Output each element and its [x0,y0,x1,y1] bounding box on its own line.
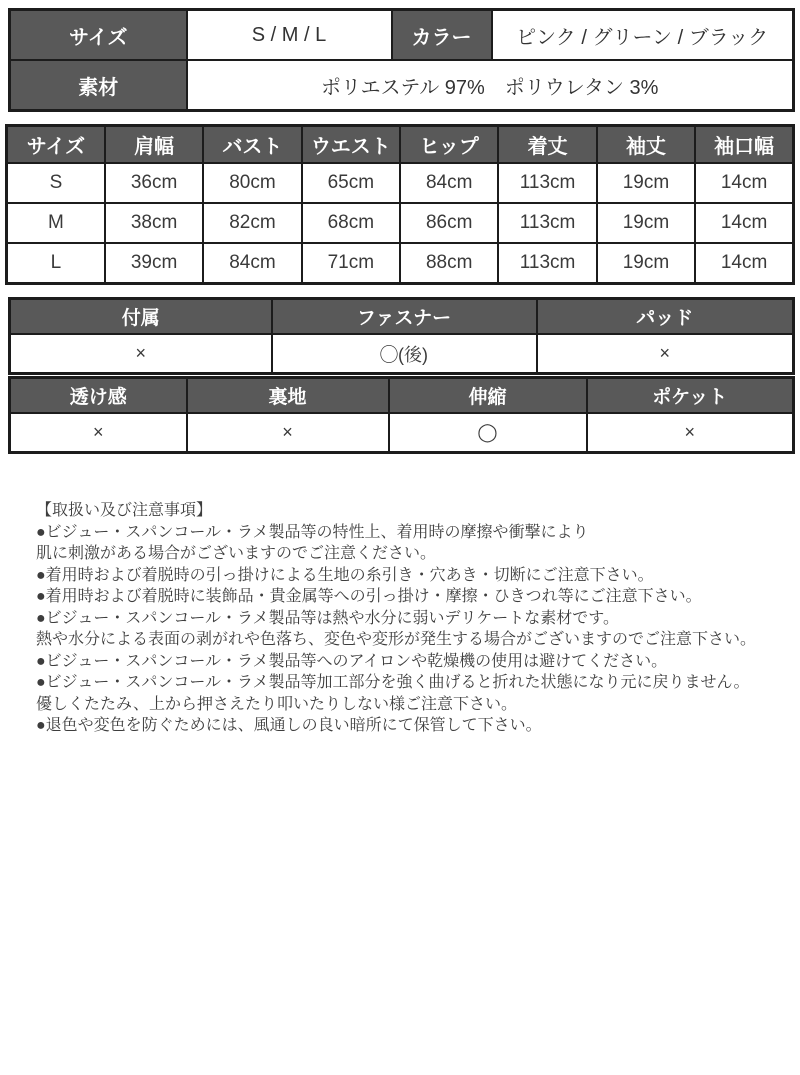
table-row [10,413,794,453]
measurement-header: 着丈 [498,126,596,164]
measurement-value: 19cm [597,203,695,243]
material-label: 素材 [10,60,187,111]
measurement-value: 65cm [302,163,400,203]
feature-header: ポケット [587,378,794,414]
table-row [10,378,794,414]
measurement-header: サイズ [7,126,105,164]
measurement-value: 14cm [695,163,793,203]
care-line: ●着用時および着脱時に装飾品・貴金属等への引っ掛け・摩擦・ひきつれ等にご注意下さい。 [36,588,702,605]
measurement-value: 19cm [597,243,695,284]
table-row [7,163,794,203]
measurements-table [5,124,795,285]
table-row [7,203,794,243]
table-row [10,299,794,335]
feature-header: パッド [537,299,794,335]
measurement-header: 袖丈 [597,126,695,164]
measurement-value: 14cm [695,243,793,284]
care-line: ●ビジュー・スパンコール・ラメ製品等へのアイロンや乾燥機の使用は避けてください。 [36,652,668,670]
care-notes [36,500,760,737]
care-line: 肌に刺激がある場合がございますのでご注意ください。 [36,545,437,562]
feature-value: × [587,413,794,453]
feature-value: × [10,334,272,374]
size-label: サイズ [10,10,187,61]
table-row [10,10,794,61]
measurement-value: 39cm [105,243,203,284]
measurement-header: 肩幅 [105,126,203,164]
care-line: ●ビジュー・スパンコール・ラメ製品等の特性上、着用時の摩擦や衝撃により [36,523,589,541]
feature-header: 伸縮 [389,378,587,414]
feature-header: 付属 [10,299,272,335]
features-table-2 [8,376,795,454]
measurement-header: バスト [203,126,301,164]
feature-value: × [187,413,389,453]
care-line: ●ビジュー・スパンコール・ラメ製品等は熱や水分に弱いデリケートな素材です。 [36,609,619,627]
measurement-value: 113cm [498,203,596,243]
color-value: ピンク / グリーン / ブラック [492,10,794,61]
measurement-header: 袖口幅 [695,126,793,164]
feature-value: ◯ [389,413,587,453]
table-row [7,126,794,164]
measurement-value: 68cm [302,203,400,243]
measurement-value: 19cm [597,163,695,203]
care-line: ●退色や変色を防ぐためには、風通しの良い暗所にて保管して下さい。 [36,717,542,734]
measurement-value: 86cm [400,203,498,243]
color-label: カラー [392,10,492,61]
size-value: S / M / L [187,10,392,61]
measurement-value: 113cm [498,243,596,284]
care-line: 熱や水分による表面の剥がれや色落ち、変色や変形が発生する場合がございますのでご注意下さい。 [36,631,757,648]
material-value: ポリエステル 97% ポリウレタン 3% [187,60,794,111]
measurement-header: ヒップ [400,126,498,164]
care-notes-title: 【取扱い及び注意事項】 [36,502,213,519]
feature-header: ファスナー [272,299,537,335]
spec-table [8,8,795,112]
measurement-value: S [7,163,105,203]
measurement-header: ウエスト [302,126,400,164]
measurement-value: L [7,243,105,284]
measurement-value: 14cm [695,203,793,243]
care-line: 優しくたたみ、上から押さえたり叩いたりしない様ご注意下さい。 [36,695,517,713]
care-line: ●ビジュー・スパンコール・ラメ製品等加工部分を強く曲げると折れた状態になり元に戻りません。 [36,674,750,691]
measurement-value: 84cm [203,243,301,284]
measurement-value: 113cm [498,163,596,203]
feature-header: 裏地 [187,378,389,414]
measurement-value: 36cm [105,163,203,203]
feature-value: ◯(後) [272,334,537,374]
table-row [10,60,794,111]
feature-header: 透け感 [10,378,187,414]
care-line: ●着用時および着脱時の引っ掛けによる生地の糸引き・穴あき・切断にご注意下さい。 [36,566,654,584]
features-table-1 [8,297,795,375]
measurement-value: 38cm [105,203,203,243]
measurement-value: M [7,203,105,243]
measurement-value: 84cm [400,163,498,203]
feature-value: × [537,334,794,374]
measurement-value: 82cm [203,203,301,243]
feature-value: × [10,413,187,453]
measurement-value: 80cm [203,163,301,203]
measurement-value: 71cm [302,243,400,284]
measurement-value: 88cm [400,243,498,284]
table-row [10,334,794,374]
table-row [7,243,794,284]
